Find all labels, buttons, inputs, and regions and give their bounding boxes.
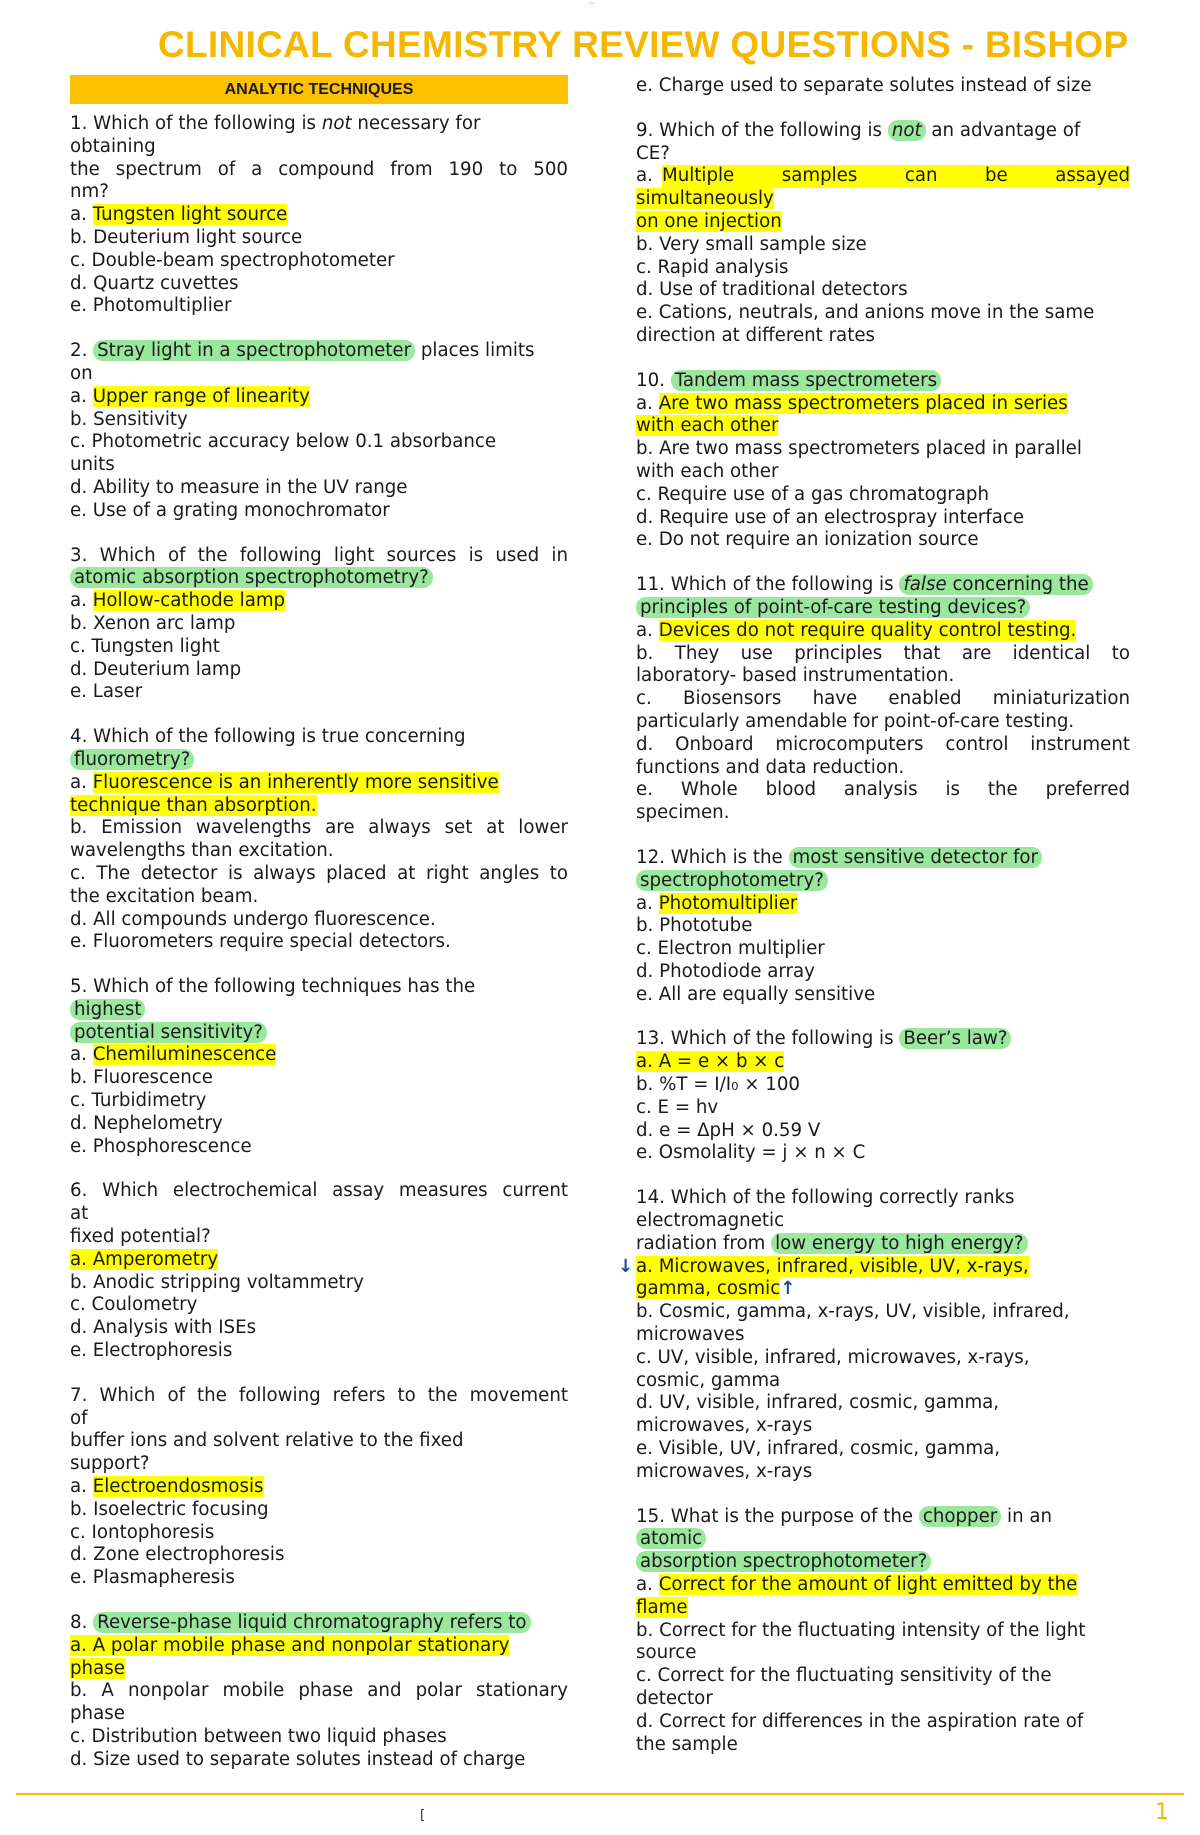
answer-option: b. Emission wavelengths are always set at lower (70, 817, 568, 839)
question-stem: 1. Which of the following is not necessary for (70, 113, 481, 134)
answer-option: d. Analysis with ISEs (70, 1317, 257, 1339)
correct-answer: Correct for the amount of light emitted by the (658, 1574, 1078, 1596)
answer-option: a. Correct for the amount of light emitted by the (636, 1574, 1078, 1596)
answer-option: e. Visible, UV, infrared, cosmic, gamma, (636, 1438, 1001, 1460)
answer-option: b. Very small sample size (636, 233, 867, 255)
question-stem: 11. Which of the following is false concerning the (636, 574, 1130, 597)
question-7: 7. Which of the following refers to the movement of buffer ions and solvent relative to the fixed support? a. Electroendosmosis b. Isoelectric focusing c. Iontophoresis d. Zone electrophoresis e. Plasmapheresis (70, 1384, 568, 1589)
answer-option: b. They use principles that are identical to (636, 642, 1130, 664)
document-title: CLINICAL CHEMISTRY REVIEW QUESTIONS - BISHOP (158, 24, 1129, 65)
answer-option: d. Use of traditional detectors (636, 279, 908, 301)
answer-option: c. E = hv (636, 1096, 719, 1118)
answer-option: e. Osmolality = j × n × C (636, 1142, 866, 1164)
answer-option: c. Double-beam spectrophotometer (70, 249, 395, 271)
answer-option: d. Size used to separate solutes instead of charge (70, 1748, 526, 1770)
question-stem: 6. Which electrochemical assay measures current (70, 1180, 568, 1202)
answer-option: b. Sensitivity (70, 408, 188, 430)
left-column (70, 75, 568, 1772)
answer-option: d. Photodiode array (636, 960, 815, 982)
answer-option: d. Onboard microcomputers control instrument (636, 733, 1130, 755)
question-stem: 14. Which of the following correctly ranks (636, 1187, 1015, 1209)
answer-option: b. Anodic stripping voltammetry (70, 1271, 364, 1293)
question-8: 8. Reverse-phase liquid chromatography refers to a. A polar mobile phase and nonpolar stationary phase b. A nonpolar mobile phase and polar stationary phase c. Distribution between two liquid phases d. Size used to separate solutes instead of charge (70, 1612, 568, 1770)
answer-option: c. Require use of a gas chromatograph (636, 483, 989, 505)
answer-option: b. %T = I/I₀ × 100 (636, 1074, 800, 1096)
question-5: 5. Which of the following techniques has the highest potential sensitivity? a. Chemiluminescence b. Fluorescence c. Turbidimetry d. Nephelometry e. Phosphorescence (70, 976, 568, 1158)
question-stem: 4. Which of the following is true concerning (70, 726, 466, 748)
answer-option: e. Use of a grating monochromator (70, 499, 390, 521)
highlighted-keyword: false concerning the (899, 574, 1092, 595)
answer-option: c. UV, visible, infrared, microwaves, x-rays, (636, 1346, 1030, 1368)
correct-answer: a. Amperometry (70, 1248, 219, 1270)
answer-option: e. Phosphorescence (70, 1135, 252, 1157)
highlighted-keyword: Reverse-phase liquid chromatography refers to (93, 1612, 530, 1633)
answer-option: d. Require use of an electrospray interface (636, 506, 1025, 528)
answer-option: a. Multiple samples can be assayed (636, 165, 1130, 187)
highlighted-keyword: low energy to high energy? (771, 1233, 1028, 1254)
answer-option: b. Are two mass spectrometers placed in parallel (636, 438, 1082, 460)
question-2: 2. Stray light in a spectrophotometer places limits on a. Upper range of linearity b. Sensitivity c. Photometric accuracy below 0.1 absorbance units d. Ability to measure in the UV range e. Use of a grating monochromator (70, 340, 568, 522)
answer-option: a. Photomultiplier (636, 892, 798, 914)
answer-option: e. Electrophoresis (70, 1340, 233, 1362)
highlighted-keyword: atomic absorption spectrophotometry? (70, 567, 433, 588)
arrow-up-icon: ↑ (780, 1278, 796, 1300)
answer-option: a. Chemiluminescence (70, 1044, 277, 1066)
answer-option: d. UV, visible, infrared, cosmic, gamma, (636, 1392, 1000, 1414)
correct-answer: Upper range of linearity (92, 385, 310, 407)
answer-option: b. Deuterium light source (70, 226, 303, 248)
answer-option: c. Iontophoresis (70, 1521, 215, 1543)
answer-option: c. Biosensors have enabled miniaturization (636, 688, 1130, 710)
question-14: 14. Which of the following correctly ranks electromagnetic radiation from low energy to high energy? ↓ a. Microwaves, infrared, visible, UV, x-rays, gamma, cosmic↑ b. Cosmic, gamma, x-rays, UV, visible, infrared, microwaves c. UV, visible, infrared, microwaves, x-rays, cosmic, gamma d. UV, visible, infrared, cosmic, gamma, microwaves, x-rays e. Visible, UV, infrared, cosmic, gamma, microwaves, x-rays (636, 1187, 1130, 1483)
answer-option: d. e = ΔpH × 0.59 V (636, 1119, 821, 1141)
answer-option: c. Distribution between two liquid phases (70, 1726, 447, 1747)
question-stem: 15. What is the purpose of the chopper in an (636, 1505, 1053, 1527)
answer-option: d. Zone electrophoresis (70, 1544, 285, 1566)
highlighted-keyword: chopper (919, 1506, 1001, 1527)
correct-answer: Electroendosmosis (92, 1476, 264, 1498)
correct-answer: Multiple samples can be assayed (662, 165, 1130, 187)
answer-option: c. Electron multiplier (636, 938, 825, 960)
question-10: 10. Tandem mass spectrometers a. Are two mass spectrometers placed in series with each other b. Are two mass spectrometers placed in parallel with each other c. Require use of a gas chromatograph d. Require use of an electrospray interface e. Do not require an ionization source (636, 370, 1130, 552)
question-1: 1. Which of the following is not necessary for obtaining the spectrum of a compound from 190 to 500 nm? a. Tungsten light source b. Deuterium light source c. Double-beam spectrophotometer d. Quartz cuvettes e. Photomultiplier (70, 113, 568, 317)
question-9: 9. Which of the following is not an advantage of CE? a. Multiple samples can be assayed simultaneously on one injection b. Very small sample size c. Rapid analysis d. Use of traditional detectors e. Cations, neutrals, and anions move in the same direction at different rates (636, 119, 1130, 346)
answer-option: a. Hollow-cathode lamp (70, 590, 286, 612)
answer-option: c. Tungsten light (70, 635, 220, 657)
question-6: 6. Which electrochemical assay measures current at fixed potential? a. Amperometry b. Anodic stripping voltammetry c. Coulometry d. Analysis with ISEs e. Electrophoresis (70, 1180, 568, 1362)
answer-option: a. Fluorescence is an inherently more sensitive (70, 771, 499, 793)
question-stem: 10. Tandem mass spectrometers (636, 370, 1130, 393)
answer-option: c. Rapid analysis (636, 256, 789, 278)
question-12: 12. Which is the most sensitive detector for spectrophotometry? a. Photomultiplier b. Phototube c. Electron multiplier d. Photodiode array e. All are equally sensitive (636, 847, 1130, 1007)
answer-option: a. Are two mass spectrometers placed in series (636, 392, 1068, 414)
answer-option: a. Electroendosmosis (70, 1476, 264, 1498)
answer-option: d. Nephelometry (70, 1112, 223, 1134)
answer-option: b. Fluorescence (70, 1067, 213, 1089)
page-number: 1 (1155, 1800, 1169, 1825)
answer-option: a. Tungsten light source (70, 204, 288, 226)
question-stem: 3. Which of the following light sources is used in (70, 544, 568, 566)
correct-answer: Hollow-cathode lamp (92, 590, 286, 612)
answer-option: d. Ability to measure in the UV range (70, 476, 408, 498)
answer-option: c. Coulometry (70, 1294, 198, 1316)
question-stem: 12. Which is the most sensitive detector for (636, 847, 1130, 870)
correct-answer: Fluorescence is an inherently more sensitive (92, 771, 499, 793)
highlighted-keyword: Beer’s law? (899, 1028, 1011, 1049)
question-11: 11. Which of the following is false concerning the principles of point-of-care testing devices? a. Devices do not require quality control testing. b. They use principles that are identical to laboratory- based instrumentation. c. Biosensors have enabled miniaturization particularly amendable for point-of-care testing. d. Onboard microcomputers control instrument functions and data reduction. e. Whole blood analysis is the preferred specimen. (636, 574, 1130, 824)
answer-option: e. Cations, neutrals, and anions move in the same (636, 302, 1095, 324)
answer-option: c. Correct for the fluctuating sensitivity of the (636, 1665, 1052, 1687)
correct-answer: Tungsten light source (92, 204, 288, 226)
highlighted-keyword: highest (70, 999, 145, 1020)
answer-option: b. Cosmic, gamma, x-rays, UV, visible, infrared, (636, 1301, 1070, 1323)
answer-option: d. All compounds undergo fluorescence. (70, 908, 436, 930)
correct-answer: a. A polar mobile phase and nonpolar stationary (70, 1634, 510, 1656)
correct-answer: a. A = e × b × c (636, 1051, 785, 1073)
footer-divider (16, 1793, 1184, 1795)
answer-option: d. Correct for differences in the aspiration rate of (636, 1710, 1084, 1732)
answer-option: e. All are equally sensitive (636, 983, 876, 1005)
question-3 (70, 545, 568, 705)
highlighted-keyword: fluorometry? (70, 749, 194, 770)
highlighted-keyword: not (888, 120, 926, 141)
question-stem: 8. Reverse-phase liquid chromatography refers to (70, 1612, 568, 1635)
highlighted-keyword: most sensitive detector for (789, 847, 1042, 868)
answer-option: b. Phototube (636, 915, 753, 937)
question-stem: 13. Which of the following is Beer’s law? (636, 1028, 1130, 1051)
correct-answer: Photomultiplier (658, 892, 798, 914)
correct-answer: a. Microwaves, infrared, visible, UV, x-rays, (636, 1255, 1029, 1277)
right-column (618, 75, 1130, 1756)
answer-option: b. A nonpolar mobile phase and polar stationary (70, 1680, 568, 1702)
question-4: 4. Which of the following is true concerning fluorometry? a. Fluorescence is an inherently more sensitive technique than absorption. b. Emission wavelengths are always set at lower wavelengths than excitation. c. The detector is always placed at right angles to the excitation beam. d. All compounds undergo fluorescence. e. Fluorometers require special detectors. (70, 726, 568, 953)
answer-option: d. Quartz cuvettes (70, 272, 239, 294)
question-stem: 5. Which of the following techniques has the (70, 976, 476, 998)
top-mark: -:- (588, 0, 595, 7)
answer-option: b. Xenon arc lamp (70, 612, 236, 634)
correct-answer: Chemiluminescence (92, 1044, 277, 1066)
answer-option: e. Do not require an ionization source (636, 529, 979, 551)
answer-option: a. Upper range of linearity (70, 385, 310, 407)
correct-answer: Devices do not require quality control testing. (658, 619, 1077, 641)
answer-option: e. Charge used to separate solutes instead of size (636, 75, 1092, 96)
highlighted-keyword: Tandem mass spectrometers (671, 370, 941, 391)
section-header: ANALYTIC TECHNIQUES (70, 75, 568, 104)
answer-option: e. Fluorometers require special detectors. (70, 931, 451, 953)
arrow-down-icon: ↓ (618, 1255, 634, 1277)
answer-option: e. Photomultiplier (70, 295, 232, 317)
answer-option: c. Turbidimetry (70, 1090, 207, 1112)
question-stem: 9. Which of the following is not an advantage of (636, 119, 1081, 141)
footer-mark: [ (420, 1808, 426, 1823)
answer-option: c. Photometric accuracy below 0.1 absorbance (70, 431, 497, 453)
question-stem: 2. Stray light in a spectrophotometer places limits (70, 340, 535, 362)
question-stem: 7. Which of the following refers to the movement (70, 1384, 568, 1406)
correct-answer: Are two mass spectrometers placed in series (658, 392, 1068, 414)
answer-option: b. Isoelectric focusing (70, 1498, 269, 1520)
answer-option: e. Plasmapheresis (70, 1567, 235, 1589)
highlighted-keyword: Stray light in a spectrophotometer (93, 340, 415, 361)
answer-option: a. Devices do not require quality control testing. (636, 619, 1077, 641)
question-15: 15. What is the purpose of the chopper in an atomic absorption spectrophotometer? a. Correct for the amount of light emitted by the flame b. Correct for the fluctuating intensity of the light source c. Correct for the fluctuating sensitivity of the detector d. Correct for differences in the aspiration rate of the sample (636, 1506, 1130, 1757)
question-13 (636, 1028, 1130, 1165)
answer-option: e. Laser (70, 681, 143, 703)
answer-option: b. Correct for the fluctuating intensity of the light (636, 1619, 1086, 1641)
answer-option: d. Deuterium lamp (70, 658, 242, 680)
answer-option: c. The detector is always placed at right angles to (70, 862, 568, 884)
answer-option: e. Whole blood analysis is the preferred (636, 779, 1130, 801)
